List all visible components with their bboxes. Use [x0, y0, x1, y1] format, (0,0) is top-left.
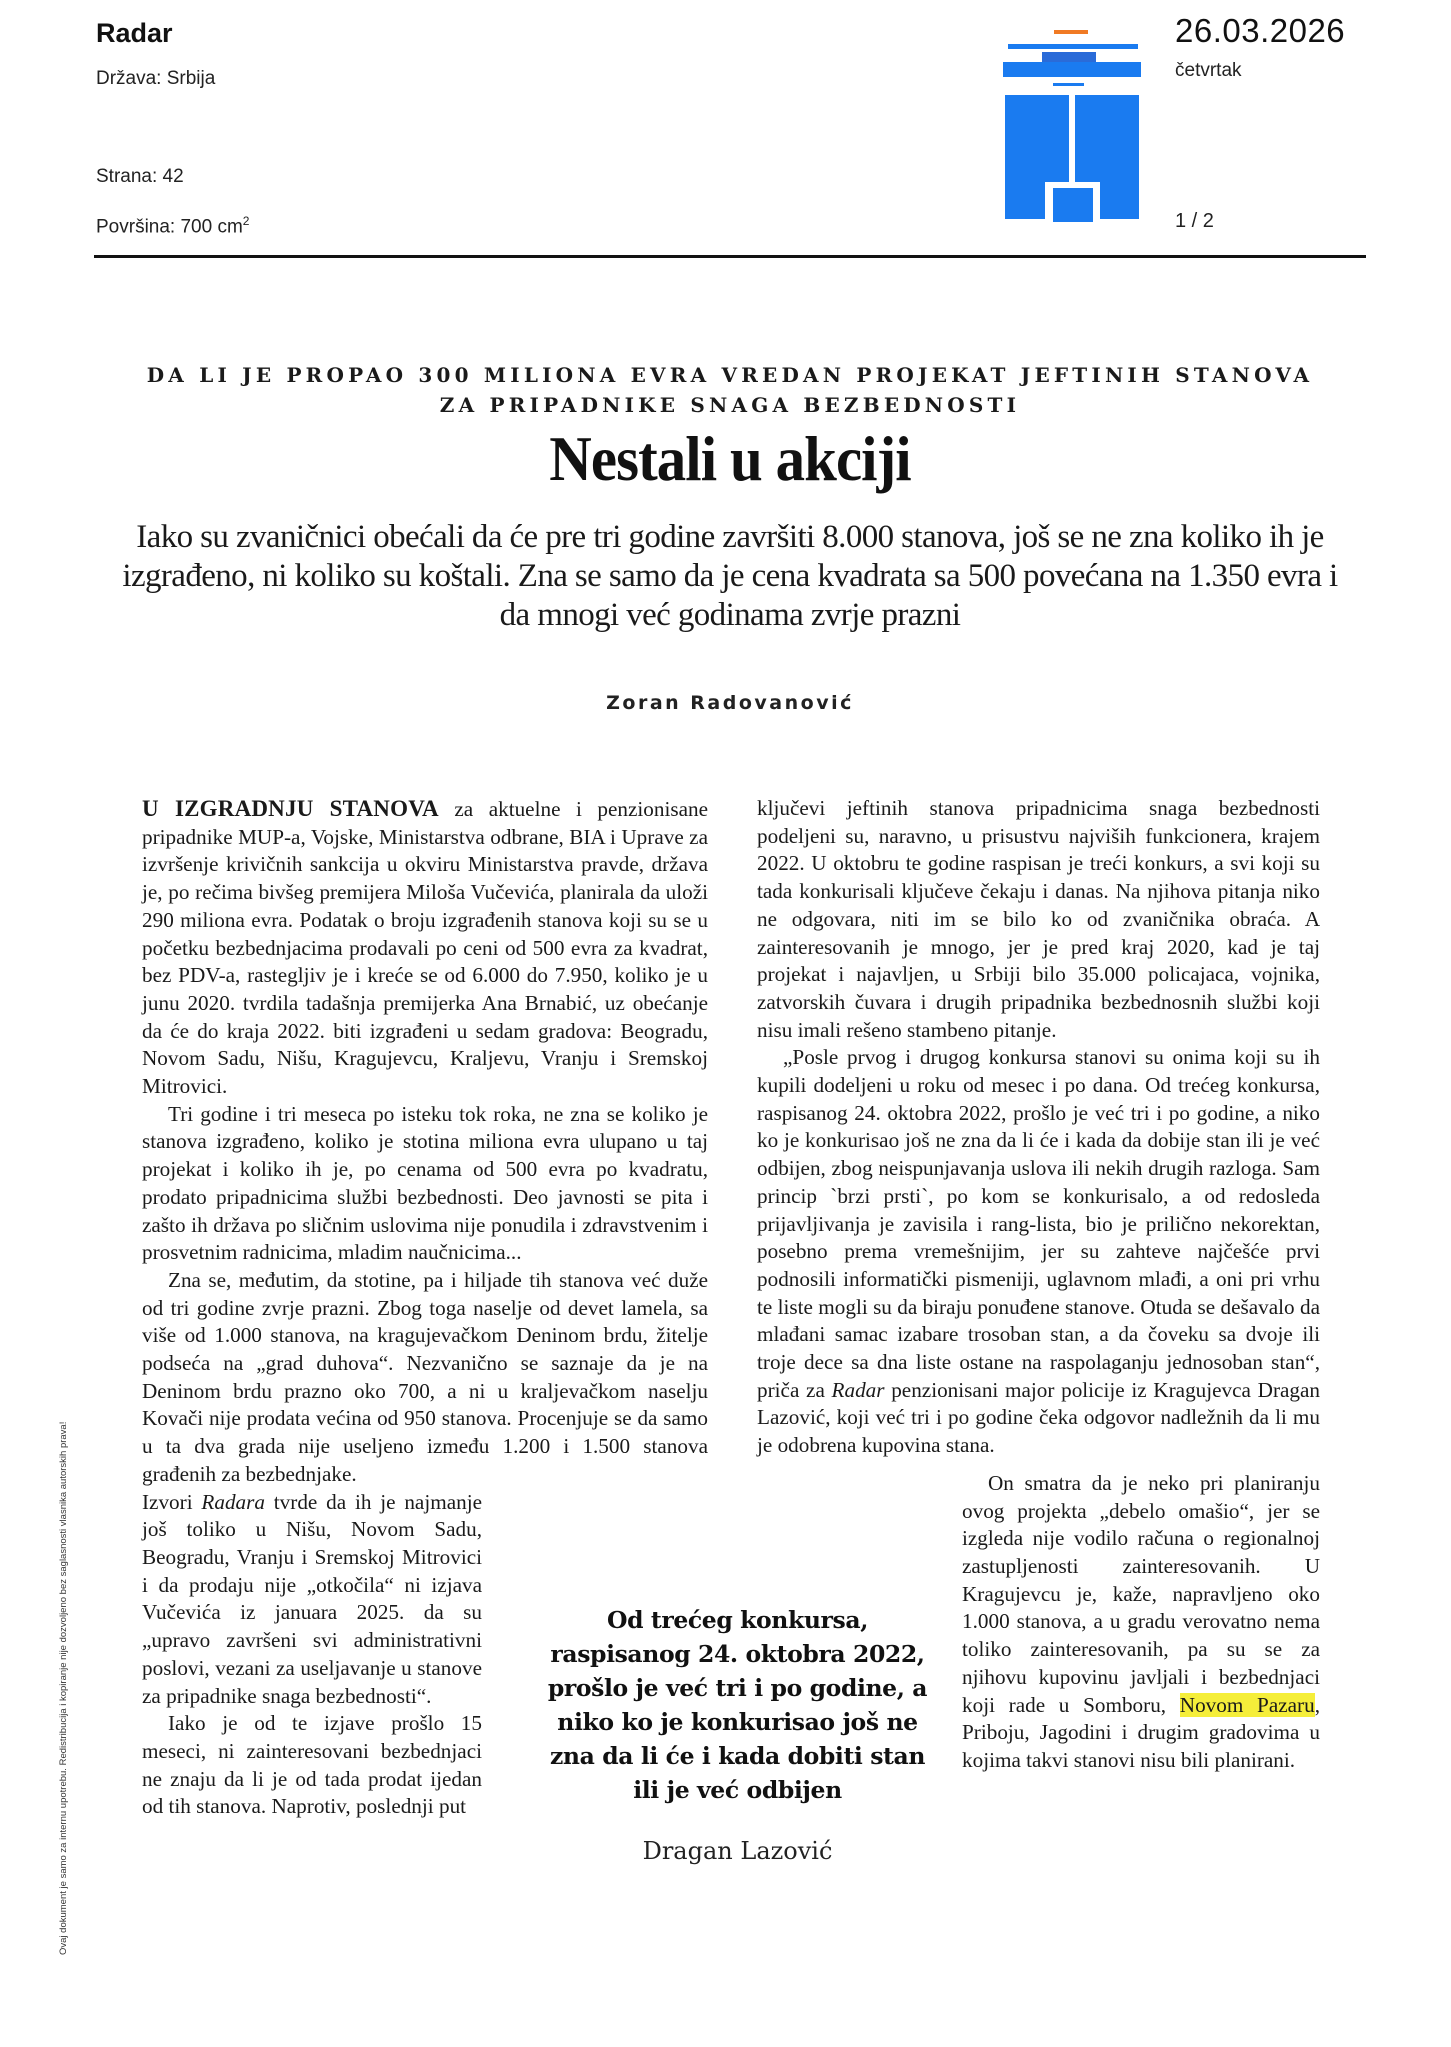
- area-value: Površina: 700 cm: [96, 216, 243, 238]
- body-paragraph: Izvori Radara tvrde da ih je najmanje još toliko u Nišu, Novom Sadu, Beogradu, Vranju i Sremskoj Mitrovici i da prodaju nije „otkočila“ ni izjava Vučevića iz januara 2025. da su „upravo završeni svi administrativni poslovi, vezani za useljavanje u stanove za pripadnike snaga bezbednosti“.: [142, 1489, 482, 1708]
- body-paragraph: Iako je od te izjave prošlo 15 meseci, ni zainteresovani bezbednjaci ne znaju da li je od tada prodat ijedan od tih stanova. Naprotiv, poslednji put: [142, 1711, 482, 1819]
- page-pagination: 1 / 2: [1175, 210, 1214, 232]
- body-paragraph: On smatra da je neko pri planiranju ovog projekta „debelo omašio“, jer se izgleda nije vodilo računa o regionalnoj zastupljenosti zainteresovanih. U Kragujevcu je, kaže, napravljeno oko 1.000 stanova, a u gradu verovatno nema toliko zainteresovanih, pa su se za njihovu kupovinu javljali i bezbednjaci koji rade u Somboru, Novom Pazaru, Priboju, Jagodini i drugim gradovima u kojima takvi stanovi nisu bili planirani.: [962, 1470, 1320, 1772]
- country-label: Država: Srbija: [96, 68, 216, 89]
- publication-weekday: četvrtak: [1175, 60, 1242, 81]
- thumbnail-quote-block: [1053, 188, 1093, 222]
- thumbnail-lead-block: [1003, 62, 1141, 77]
- thumbnail-byline-block: [1053, 83, 1084, 86]
- pull-quote: Od trećeg konkursa, raspisanog 24. oktobra 2022, prošlo je već tri i po godine, a niko ko je konkurisao još ne zna da li će i kada dobiti stan ili je već odbijen: [547, 1606, 928, 1804]
- article-left-column: [142, 795, 708, 1821]
- thumbnail-tag-block: [1054, 30, 1088, 34]
- page-number-label: Strana: 42: [96, 166, 184, 187]
- body-paragraph: ključevi jeftinih stanova pripadnicima snaga bezbednosti podeljeni su, naravno, u prisustvu najviših funkcionera, krajem 2022. U oktobru te godine raspisan je treći konkurs, a svi koji su tada konkurisali ključeve čekaju i danas. Na njihova pitanja niko ne odgovara, niti im se bilo ko od zvaničnika obraća. A zainteresovanih je mnogo, jer je pred kraj 2020, kad je taj projekat i najavljen, u Srbiji bilo 35.000 policajaca, vojnika, zatvorskih čuvara i drugih pripadnika bezbednosnih službi koji nisu imali rešeno stambeno pitanje.: [757, 796, 1320, 1042]
- publication-reference: Radar: [831, 1377, 885, 1402]
- thumbnail-kicker-block: [1008, 44, 1138, 49]
- copyright-disclaimer: Ovaj dokument je samo za internu upotrebu. Redistribucija i kopiranje nije dozvoljeno bez saglasnosti vlasnika autorskih prava!: [58, 1421, 69, 1955]
- article-byline: Zoran Radovanović: [606, 692, 854, 714]
- publication-name: Radar: [96, 18, 173, 48]
- body-paragraph: U IZGRADNJU STANOVA za aktuelne i penzionisane pripadnike MUP-a, Vojske, Ministarstva odbrane, BIA i Uprave za izvršenje krivičnih sankcija u okviru Ministarstva pravde, država je, po rečima bivšeg premijera Miloša Vučevića, planirala da uloži 290 miliona evra. Podatak o broju izgrađenih stanova koji su se u početku bezbednjacima prodavali po ceni od 500 evra za kvadrat, bez PDV-a, rastegljiv je i kreće se od 6.000 do 7.950, koliko je u junu 2020. tvrdila tadašnja premijerka Ana Brnabić, uz obećanje da će do kraja 2022. biti izgrađeni u sedam gradova: Beogradu, Novom Sadu, Nišu, Kragujevcu, Kraljevu, Vranju i Sremskoj Mitrovici.: [142, 796, 708, 1099]
- publication-reference: Radara: [201, 1489, 265, 1514]
- body-paragraph: Tri godine i tri meseca po isteku tok roka, ne zna se koliko je stanova izgrađeno, koliko je stotina miliona evra ulupano u taj projekat i koliko ih je, po cenama od 500 evra po kvadratu, prodato pripadnicima službi bezbednosti. Deo javnosti se pita i zašto ih država po sličnim uslovima nije ponudila i zdravstvenim i prosvetnim radnicima, mladim naučnicima...: [142, 1101, 708, 1265]
- kicker-line-1: DA LI JE PROPAO 300 MILIONA EVRA VREDAN PROJEKAT JEFTINIH STANOVA: [146, 363, 1314, 387]
- header-divider: [94, 255, 1366, 258]
- article-kicker: [100, 360, 1360, 420]
- pull-quote-attribution: Dragan Lazović: [642, 1837, 833, 1865]
- area-superscript: 2: [242, 214, 250, 228]
- highlighted-keyword[interactable]: Novom Pazaru: [1179, 1692, 1315, 1717]
- area-label: [96, 214, 249, 238]
- lede-caps: U IZGRADNJU STANOVA: [142, 796, 439, 821]
- article-headline: Nestali u akciji: [549, 423, 911, 494]
- publication-date: 26.03.2026: [1175, 12, 1346, 49]
- left-column-wide-section: [142, 795, 708, 1489]
- body-paragraph: Zna se, međutim, da stotine, pa i hiljade tih stanova već duže od tri godine zvrje prazni. Zbog toga naselje od devet lamela, sa više od 1.000 stanova, na kragujevačkom Deninom brdu, žitelje podseća na „grad duhova“. Nezvanično se saznaje da je na Deninom brdu prazno oko 700, a ni u kraljevačkom naselju Kovači nije prodata većina od 950 stanova. Procenjuje se da samo u ta dva grada nije useljeno između 1.200 i 1.500 stanova građenih za bezbednjake.: [142, 1267, 708, 1486]
- thumbnail-title-block: [1042, 52, 1096, 62]
- body-paragraph: „Posle prvog i drugog konkursa stanovi su onima koji su ih kupili dodeljeni u roku od mesec i po dana. Od trećeg konkursa, raspisanog 24. oktobra 2022, prošlo je već tri i po godine, a niko ko je konkurisao još ne zna da li će i kada da dobije stan ili je već odbijen, zbog neispunjavanja uslova ili nekih drugih razloga. Sam princip `brzi prsti`, po kom se konkurisalo, a od redosleda prijavljivanja je zavisila i rang-lista, bio je prilično nekorektan, posebno prema vremešnijim, jer su zahteve najčešće prvi podnosili informatički pismeniji, uglavnom mlađi, a oni pri vrhu te liste mogli su da biraju ponuđene stanove. Otuda se dešavalo da mlađani samac izabare trosoban stan, a da čoveku sa dvoje ili troje dece sa dna liste ostane na raspolaganju jednosoban stan“, priča za Radar penzionisani major policije iz Kragujevca Dragan Lazović, koji već tri i po godine čeka odgovor nadležnih da li mu je odobrena kupovina stana.: [757, 1045, 1320, 1458]
- page-thumbnail[interactable]: [1000, 22, 1145, 237]
- kicker-line-2: ZA PRIPADNIKE SNAGA BEZBEDNOSTI: [439, 393, 1021, 417]
- article-lead: Iako su zvaničnici obećali da će pre tri godine završiti 8.000 stanova, još se ne zna koliko ih je izgrađeno, ni koliko su koštali. Zna se samo da je cena kvadrata sa 500 povećana na 1.350 evra i da mnogi već godinama zvrje prazni: [122, 519, 1338, 633]
